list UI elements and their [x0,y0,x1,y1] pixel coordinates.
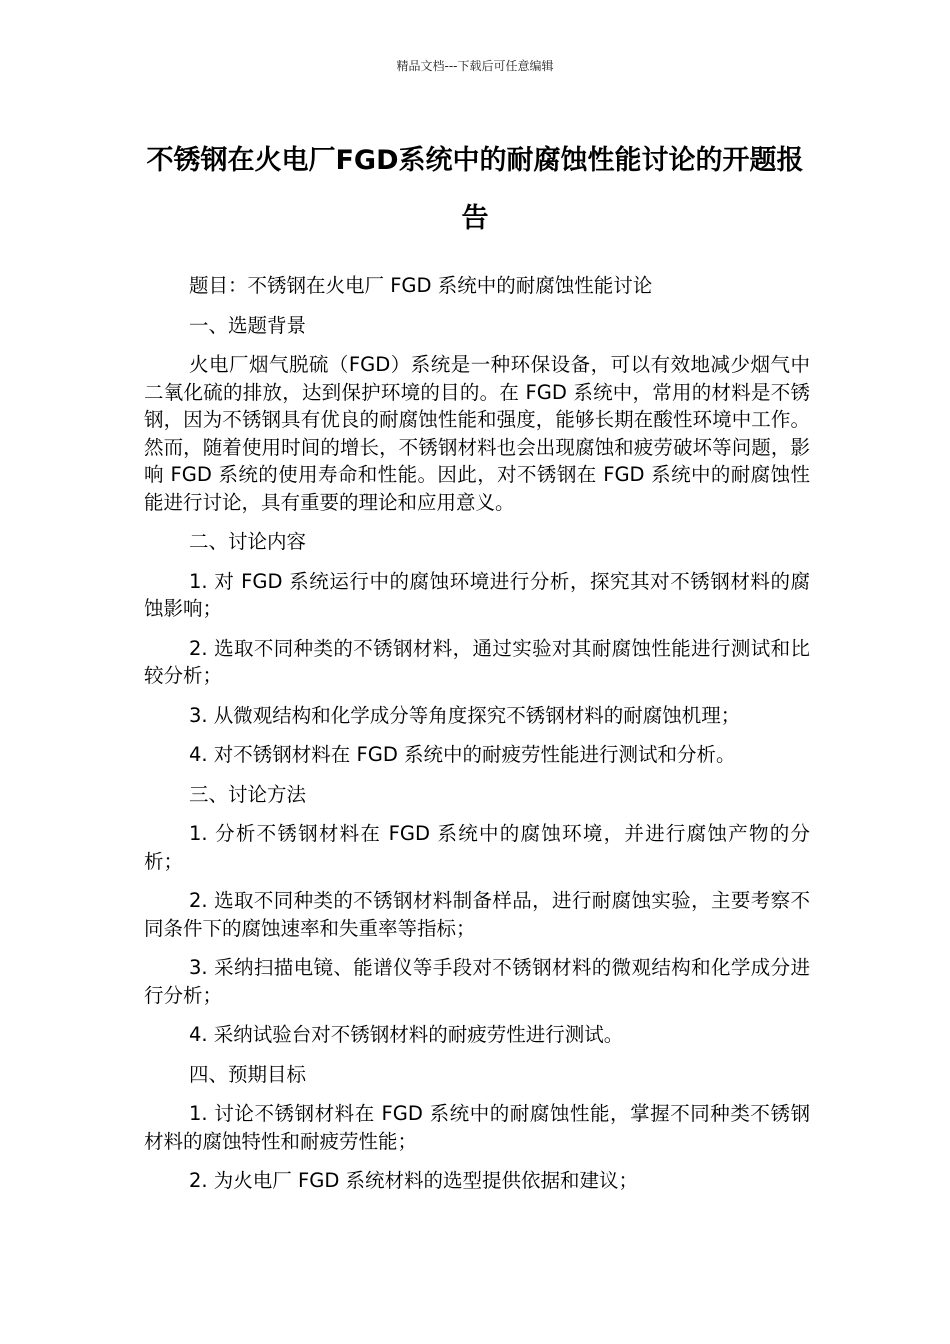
method-item-1: 1. 分析不锈钢材料在 FGD 系统中的腐蚀环境，并进行腐蚀产物的分析； [144,822,810,873]
method-item-3: 3. 采纳扫描电镜、能谱仪等手段对不锈钢材料的微观结构和化学成分进行分析； [144,956,810,1007]
goal-item-1: 1. 讨论不锈钢材料在 FGD 系统中的耐腐蚀性能，掌握不同种类不锈钢材料的腐蚀特性和耐疲劳性能； [144,1102,810,1153]
section-heading-background: 一、选题背景 [189,313,307,337]
goal-item-2: 2. 为火电厂 FGD 系统材料的选型提供依据和建议； [189,1169,639,1192]
topic-line: 题目：不锈钢在火电厂 FGD 系统中的耐腐蚀性能讨论 [189,274,653,297]
content-item-4: 4. 对不锈钢材料在 FGD 系统中的耐疲劳性能进行测试和分析。 [189,743,736,766]
background-paragraph: 火电厂烟气脱硫（FGD）系统是一种环保设备，可以有效地减少烟气中二氧化硫的排放，达到保护环境的目的。在 FGD 系统中，常用的材料是不锈钢，因为不锈钢具有优良的耐腐蚀性能和强度，能够长期在酸性环境中工作。然而，随着使用时间的增长，不锈钢材料也会出现腐蚀和疲劳破坏等问题，影响 FGD 系统的使用寿命和性能。因此，对不锈钢在 FGD 系统中的耐腐蚀性能进行讨论，具有重要的理论和应用意义。 [144,353,810,514]
section-heading-content: 二、讨论内容 [189,530,307,553]
header-note: 精品文档---下载后可任意编辑 [396,59,554,73]
document-title: 不锈钢在火电厂FGD系统中的耐腐蚀性能讨论的开题报告 [146,145,804,234]
content-item-2: 2. 选取不同种类的不锈钢材料，通过实验对其耐腐蚀性能进行测试和比较分析； [144,636,810,687]
content-item-1: 1. 对 FGD 系统运行中的腐蚀环境进行分析，探究其对不锈钢材料的腐蚀影响； [144,569,810,620]
section-heading-goals: 四、预期目标 [189,1062,307,1086]
section-heading-methods: 三、讨论方法 [189,782,307,806]
method-item-4: 4. 采纳试验台对不锈钢材料的耐疲劳性进行测试。 [189,1023,624,1046]
method-item-2: 2. 选取不同种类的不锈钢材料制备样品，进行耐腐蚀实验，主要考察不同条件下的腐蚀速率和失重率等指标； [144,889,810,940]
document-body [144,272,810,1207]
content-item-3: 3. 从微观结构和化学成分等角度探究不锈钢材料的耐腐蚀机理； [189,703,741,727]
